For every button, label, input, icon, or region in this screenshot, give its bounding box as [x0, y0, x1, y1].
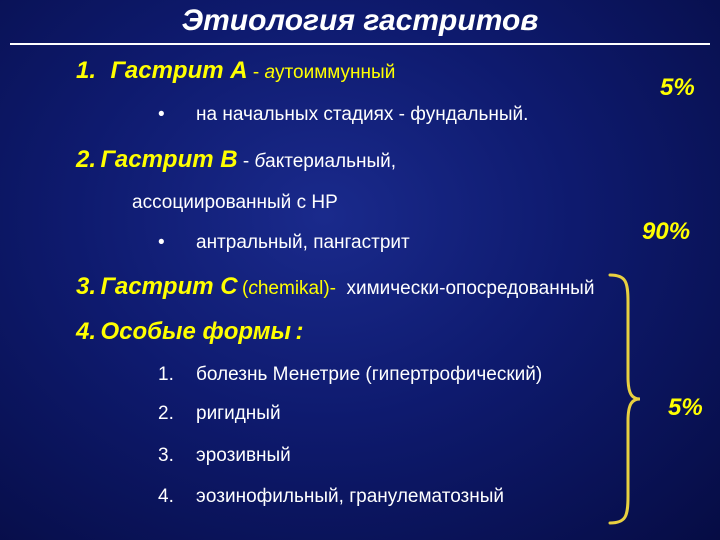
item-dash: -	[237, 151, 255, 172]
slide-title: Этиология гастритов	[181, 4, 539, 37]
subitem-text: болезнь Менетрие (гипертрофический)	[196, 364, 543, 385]
item-gastritis-b-line2: ассоциированный с НР	[132, 192, 338, 213]
item-name: Особые формы	[100, 318, 292, 345]
percent-special-forms: 5%	[668, 394, 703, 421]
subitem-number: 2.	[158, 403, 174, 424]
item-name: Гастрит А	[110, 57, 248, 84]
item-gastritis-a-heading	[76, 57, 395, 85]
item-gastritis-b-detail: антральный, пангастрит	[196, 232, 410, 253]
subitem-number: 1.	[158, 364, 174, 385]
item-gastritis-c-heading	[76, 273, 594, 301]
item-number: 3.	[76, 273, 97, 300]
item-special-forms-heading	[76, 318, 303, 346]
item-type-lead: б	[254, 151, 266, 172]
percent-gastritis-b: 90%	[642, 218, 691, 245]
title-underline	[10, 43, 710, 45]
subitem-text: эрозивный	[196, 445, 291, 466]
item-chem-rest: hemikal	[257, 278, 324, 299]
item-type-lead: а	[264, 62, 276, 83]
item-type-rest: утоиммунный	[275, 62, 396, 83]
item-chem-lead: с	[248, 278, 258, 299]
item-dash: -	[247, 62, 265, 83]
item-name: Гастрит С	[100, 273, 238, 300]
item-gastritis-a-detail: на начальных стадиях - фундальный.	[196, 104, 529, 125]
item-paren-close: )-	[323, 278, 336, 299]
bullet-icon: •	[158, 104, 165, 125]
item-name: Гастрит В	[100, 146, 238, 173]
item-colon: :	[295, 318, 304, 345]
item-number: 1.	[76, 57, 97, 84]
item-gastritis-c-detail: химически-опосредованный	[346, 278, 595, 299]
item-paren-open: (	[242, 278, 249, 299]
item-number: 2.	[76, 146, 97, 173]
item-gastritis-b-heading	[76, 146, 396, 174]
bullet-icon: •	[158, 232, 165, 253]
item-number: 4.	[76, 318, 97, 345]
subitem-number: 4.	[158, 486, 174, 507]
percent-gastritis-a: 5%	[660, 74, 695, 101]
subitem-text: эозинофильный, гранулематозный	[196, 486, 505, 507]
subitem-number: 3.	[158, 445, 174, 466]
item-type-rest: актериальный,	[265, 151, 397, 172]
curly-brace-icon	[592, 272, 642, 526]
subitem-text: ригидный	[196, 403, 281, 424]
